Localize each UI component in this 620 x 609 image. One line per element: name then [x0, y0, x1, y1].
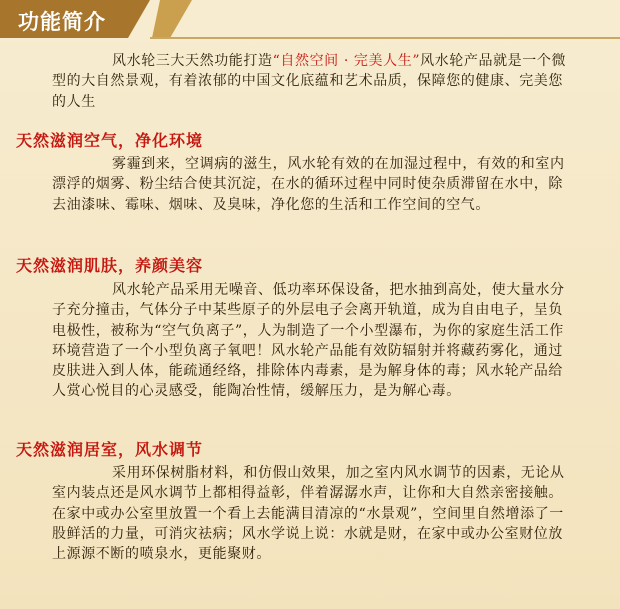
- section-body-home: 采用环保树脂材料，和仿假山效果，加之室内风水调节的因素，无论从室内装点还是风水调节上都相得益彰，伴着潺潺水声，让你和大自然亲密接触。在家中或办公室里放置一个看上去能满目清凉的“水景观”，空间里自然增添了一股鲜活的力量，可消灾祛病；风水学说上说：水就是财，在家中或办公室财位放上源源不断的喷泉水，更能聚财。: [52, 465, 565, 563]
- header-banner: [0, 0, 620, 38]
- intro-text-before: 风水轮三大天然功能打造: [112, 53, 273, 69]
- intro-paragraph: [52, 51, 572, 112]
- section-title-air: 天然滋润空气，净化环境: [16, 131, 204, 150]
- page-title: 功能简介: [18, 10, 106, 34]
- intro-text-after: 风水轮产品就是一个微型的大自然景观，有着浓郁的中国文化底蕴和艺术品质，保障您的健康、完美您的人生: [52, 53, 567, 110]
- section-body-skin: 风水轮产品采用无噪音、低功率环保设备，把水抽到高处，使大量水分子充分撞击，气体分子中某些原子的外层电子会离开轨道，成为自由电子，呈负电极性，被称为“空气负离子”，人为制造了一个小型瀑布，为你的家庭生活工作环境营造了一个小型负离子氧吧！风水轮产品能有效防辐射并将藏药雾化，通过皮肤进入到人体，能疏通经络，排除体内毒素，是为解身体的毒；风水轮产品给人赏心悦目的心灵感受，能陶冶性情，缓解压力，是为解心毒。: [52, 282, 565, 400]
- section-title-skin: 天然滋润肌肤，养颜美容: [16, 256, 204, 275]
- intro-slogan: “自然空间 · 完美人生”: [272, 53, 421, 69]
- banner-stripe: [152, 0, 192, 38]
- section-body-air: 雾霾到来，空调病的滋生，风水轮有效的在加湿过程中，有效的和室内漂浮的烟雾、粉尘结合使其沉淀，在水的循环过程中同时使杂质滞留在水中，除去油漆味、霉味、烟味、及臭味，净化您的生活和工作空间的空气。: [52, 156, 565, 213]
- header-rule: [150, 37, 620, 39]
- section-title-home: 天然滋润居室，风水调节: [16, 440, 204, 459]
